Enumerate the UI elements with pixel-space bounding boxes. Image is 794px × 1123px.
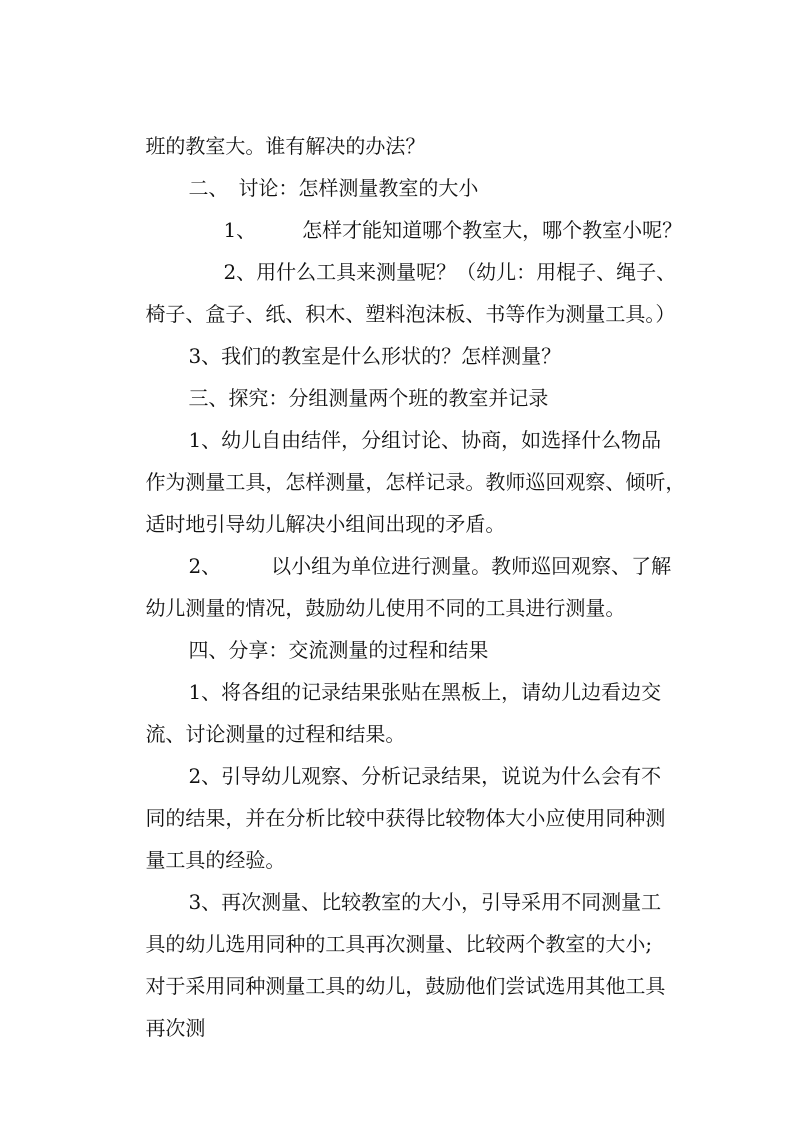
list-text: 2、引导幼儿观察、分析记录结果，说说为什么会有不 <box>188 764 662 788</box>
list-text: 1、幼儿自由结伴，分组讨论、协商，如选择什么物品 <box>188 428 662 452</box>
text-line-content: 幼儿测量的情况，鼓励幼儿使用不同的工具进行测量。 <box>145 596 626 620</box>
list-text: 3、我们的教室是什么形状的？怎样测量？ <box>188 344 562 368</box>
text-line-content: 对于采用同种测量工具的幼儿，鼓励他们尝试选用其他工具 <box>145 974 666 998</box>
text-line <box>120 986 205 1070</box>
text-line-content: 量工具的经验。 <box>145 848 286 872</box>
list-text: 怎样才能知道哪个教室大，哪个教室小呢？ <box>302 218 683 242</box>
list-number: 2、 <box>188 554 222 578</box>
list-text: 3、再次测量、比较教室的大小，引导采用不同测量工 <box>188 890 662 914</box>
list-text: 1、将各组的记录结果张贴在黑板上，请幼儿边看边交 <box>188 680 662 704</box>
section-number: 二、 <box>188 176 229 200</box>
section-title: 四、分享：交流测量的过程和结果 <box>188 638 489 662</box>
text-line-content: 椅子、盒子、纸、积木、塑料泡沫板、书等作为测量工具。） <box>145 302 676 326</box>
text-line-content: 适时地引导幼儿解决小组间出现的矛盾。 <box>145 512 506 536</box>
list-number: 1、 <box>223 218 257 242</box>
text-line-content: 再次测 <box>145 1016 206 1040</box>
text-line-content: 作为测量工具，怎样测量，怎样记录。教师巡回观察、倾听， <box>145 470 686 494</box>
list-text: 以小组为单位进行测量。教师巡回观察、了解 <box>271 554 672 578</box>
section-title: 讨论：怎样测量教室的大小 <box>238 176 479 200</box>
text-line-content: 具的幼儿选用同种的工具再次测量、比较两个教室的大小; <box>145 932 653 956</box>
text-line-content: 流、讨论测量的过程和结果。 <box>145 722 406 746</box>
list-text: 2、用什么工具来测量呢？（幼儿：用棍子、绳子、 <box>223 260 677 284</box>
section-title: 三、探究：分组测量两个班的教室并记录 <box>188 386 549 410</box>
text-line-content: 同的结果，并在分析比较中获得比较物体大小应使用同种测 <box>145 806 666 830</box>
text-line-content: 班的教室大。谁有解决的办法？ <box>145 134 426 158</box>
